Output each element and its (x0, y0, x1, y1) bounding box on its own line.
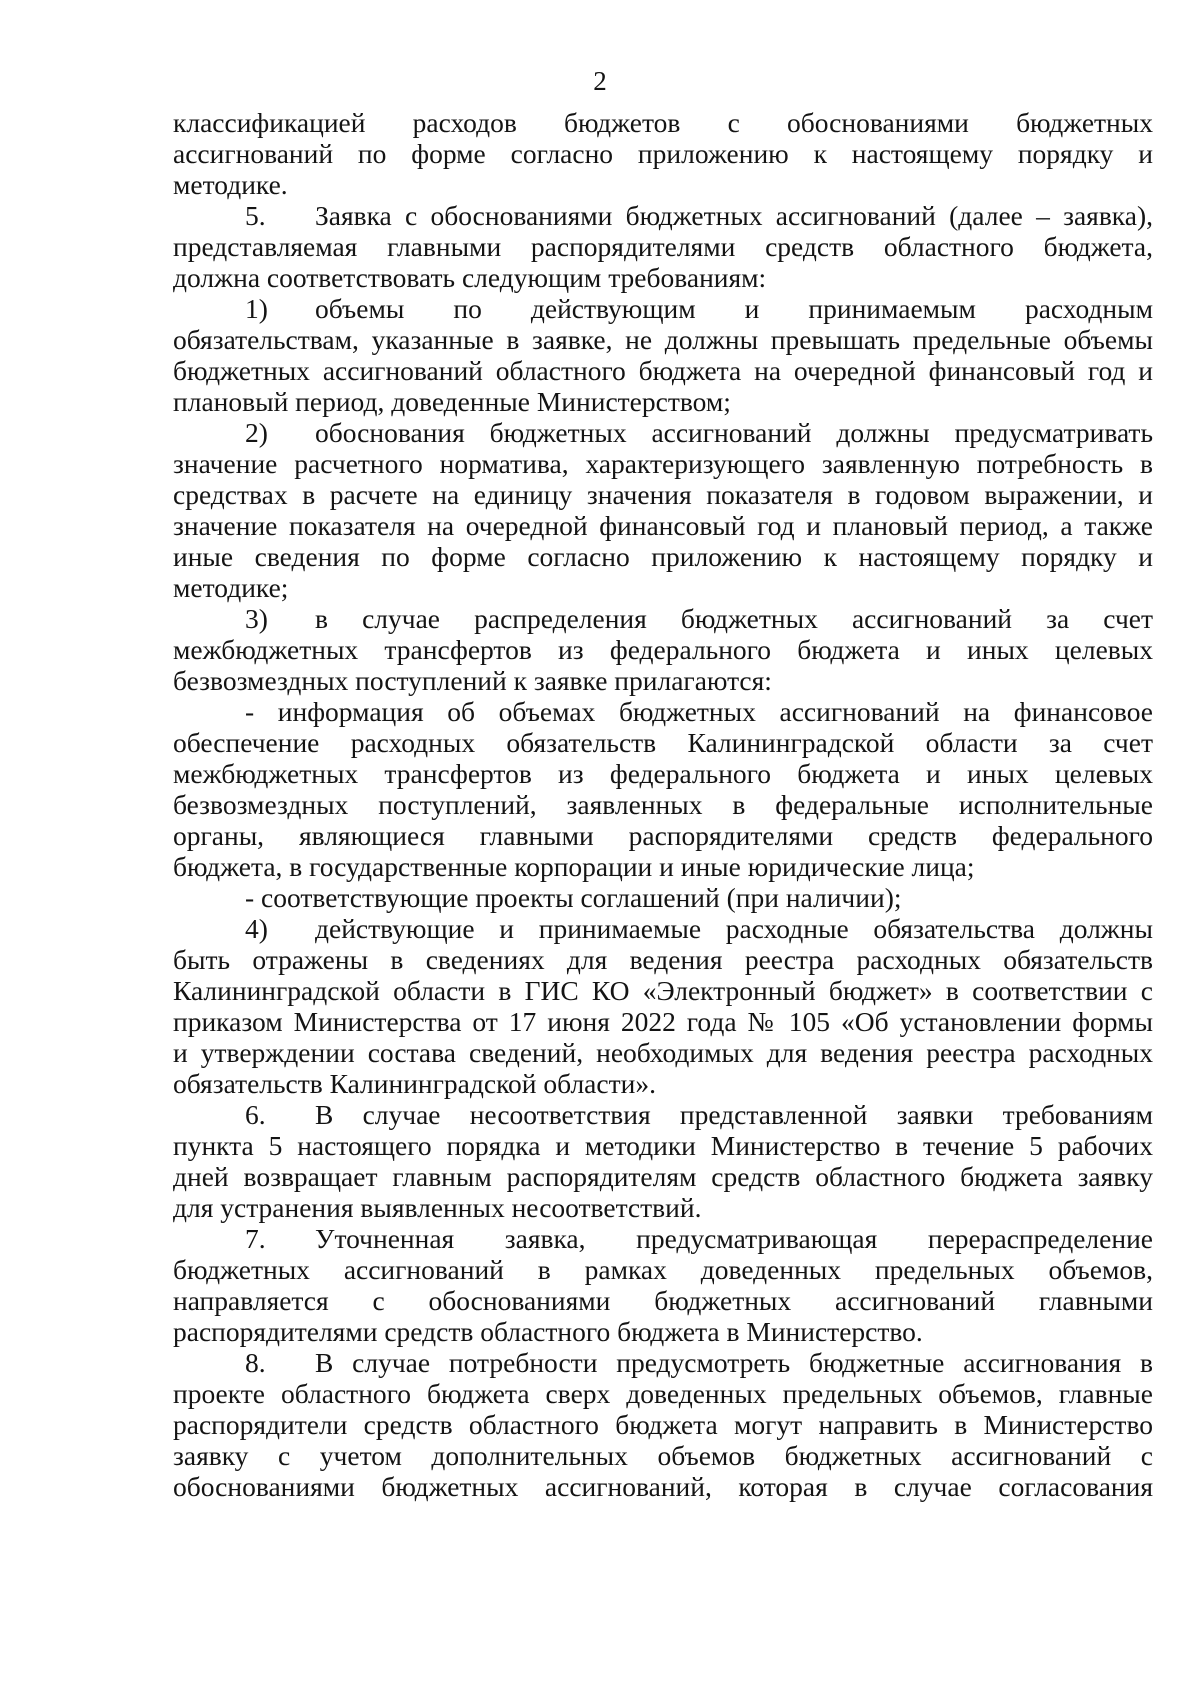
paragraph-p5-1 (173, 293, 1153, 417)
paragraph-line: в случае распределения бюджетных ассигнований за счет (315, 603, 1153, 634)
paragraph-line: В случае потребности предусмотреть бюджетные ассигнования в (315, 1347, 1153, 1378)
paragraph-line: Уточненная заявка, предусматривающая перераспределение (315, 1223, 1153, 1254)
paragraph-line: классификацией расходов бюджетов с обоснованиями бюджетных (173, 107, 1153, 138)
paragraph-line: - соответствующие проекты соглашений (при наличии); (245, 882, 902, 913)
paragraph-line: плановый период, доведенные Министерством; (173, 386, 731, 417)
paragraph-line: значение показателя на очередной финансовый год и плановый период, а также (173, 510, 1153, 541)
paragraph-line: для устранения выявленных несоответствий. (173, 1192, 702, 1223)
paragraph-p0 (173, 107, 1153, 200)
page-number: 2 (593, 66, 607, 96)
paragraph-line: заявку с учетом дополнительных объемов бюджетных ассигнований с (173, 1440, 1153, 1471)
paragraph-line: объемы по действующим и принимаемым расходным (315, 293, 1153, 324)
paragraph-p5-4 (173, 913, 1153, 1099)
paragraph-line: приказом Министерства от 17 июня 2022 года № 105 «Об установлении формы (173, 1006, 1153, 1037)
paragraph-line: безвозмездных поступлений, заявленных в федеральные исполнительные (173, 789, 1153, 820)
paragraph-line: бюджетных ассигнований в рамках доведенных предельных объемов, (173, 1254, 1153, 1285)
paragraph-first-line (173, 200, 1153, 231)
paragraph-line: обоснования бюджетных ассигнований должны предусматривать (315, 417, 1153, 448)
paragraph-line: - информация об объемах бюджетных ассигнований на финансовое (245, 696, 1153, 727)
paragraph-line: безвозмездных поступлений к заявке прилагаются: (173, 665, 772, 696)
paragraph-line: межбюджетных трансфертов из федерального бюджета и иных целевых (173, 758, 1153, 789)
paragraph-first-line (173, 913, 1153, 944)
paragraph-p5-3a (173, 696, 1153, 882)
paragraph-p7 (173, 1223, 1153, 1347)
paragraph-line: Заявка с обоснованиями бюджетных ассигнований (далее – заявка), (315, 200, 1153, 231)
paragraph-line: быть отражены в сведениях для ведения реестра расходных обязательств (173, 944, 1153, 975)
paragraph-line: органы, являющиеся главными распорядителями средств федерального (173, 820, 1153, 851)
paragraph-number: 1) (245, 293, 268, 324)
paragraph-line: представляемая главными распорядителями средств областного бюджета, (173, 231, 1153, 262)
paragraph-line: проекте областного бюджета сверх доведенных предельных объемов, главные (173, 1378, 1153, 1409)
paragraph-p5 (173, 200, 1153, 293)
paragraph-number: 4) (245, 913, 268, 944)
paragraph-line: обеспечение расходных обязательств Калининградской области за счет (173, 727, 1153, 758)
paragraph-line: ассигнований по форме согласно приложению к настоящему порядку и (173, 138, 1153, 169)
paragraph-number: 7. (245, 1223, 266, 1254)
paragraph-line: бюджета, в государственные корпорации и иные юридические лица; (173, 851, 975, 882)
paragraph-first-line (173, 1347, 1153, 1378)
paragraph-line: действующие и принимаемые расходные обязательства должны (315, 913, 1153, 944)
paragraph-line: обоснованиями бюджетных ассигнований, которая в случае согласования (173, 1471, 1153, 1502)
paragraph-line: обязательствам, указанные в заявке, не должны превышать предельные объемы (173, 324, 1153, 355)
paragraph-line: В случае несоответствия представленной заявки требованиям (315, 1099, 1153, 1130)
paragraph-number: 5. (245, 200, 266, 231)
paragraph-line: пункта 5 настоящего порядка и методики Министерство в течение 5 рабочих (173, 1130, 1153, 1161)
paragraph-p6 (173, 1099, 1153, 1223)
paragraph-line: распорядителями средств областного бюджета в Министерство. (173, 1316, 923, 1347)
paragraph-first-line (173, 1099, 1153, 1130)
paragraph-line: должна соответствовать следующим требованиям: (173, 262, 767, 293)
paragraph-first-line (173, 293, 1153, 324)
paragraph-p5-3b (173, 882, 1153, 913)
paragraph-line: методике. (173, 169, 288, 200)
paragraph-number: 2) (245, 417, 268, 448)
paragraph-p8 (173, 1347, 1153, 1502)
paragraph-line: межбюджетных трансфертов из федерального бюджета и иных целевых (173, 634, 1153, 665)
paragraph-line: методике; (173, 572, 289, 603)
paragraph-first-line (173, 1223, 1153, 1254)
document-body (173, 107, 1153, 1502)
paragraph-p5-2 (173, 417, 1153, 603)
paragraph-line: дней возвращает главным распорядителям средств областного бюджета заявку (173, 1161, 1153, 1192)
paragraph-line: бюджетных ассигнований областного бюджета на очередной финансовый год и (173, 355, 1153, 386)
paragraph-first-line (173, 603, 1153, 634)
paragraph-line: и утверждении состава сведений, необходимых для ведения реестра расходных (173, 1037, 1153, 1068)
paragraph-line: средствах в расчете на единицу значения показателя в годовом выражении, и (173, 479, 1153, 510)
paragraph-number: 6. (245, 1099, 266, 1130)
paragraph-number: 8. (245, 1347, 266, 1378)
paragraph-line: Калининградской области в ГИС КО «Электронный бюджет» в соответствии с (173, 975, 1153, 1006)
paragraph-number: 3) (245, 603, 268, 634)
paragraph-line: иные сведения по форме согласно приложению к настоящему порядку и (173, 541, 1153, 572)
paragraph-line: значение расчетного норматива, характеризующего заявленную потребность в (173, 448, 1153, 479)
paragraph-p5-3 (173, 603, 1153, 696)
paragraph-first-line (173, 417, 1153, 448)
paragraph-line: распорядители средств областного бюджета могут направить в Министерство (173, 1409, 1153, 1440)
paragraph-line: обязательств Калининградской области». (173, 1068, 656, 1099)
paragraph-line: направляется с обоснованиями бюджетных ассигнований главными (173, 1285, 1153, 1316)
